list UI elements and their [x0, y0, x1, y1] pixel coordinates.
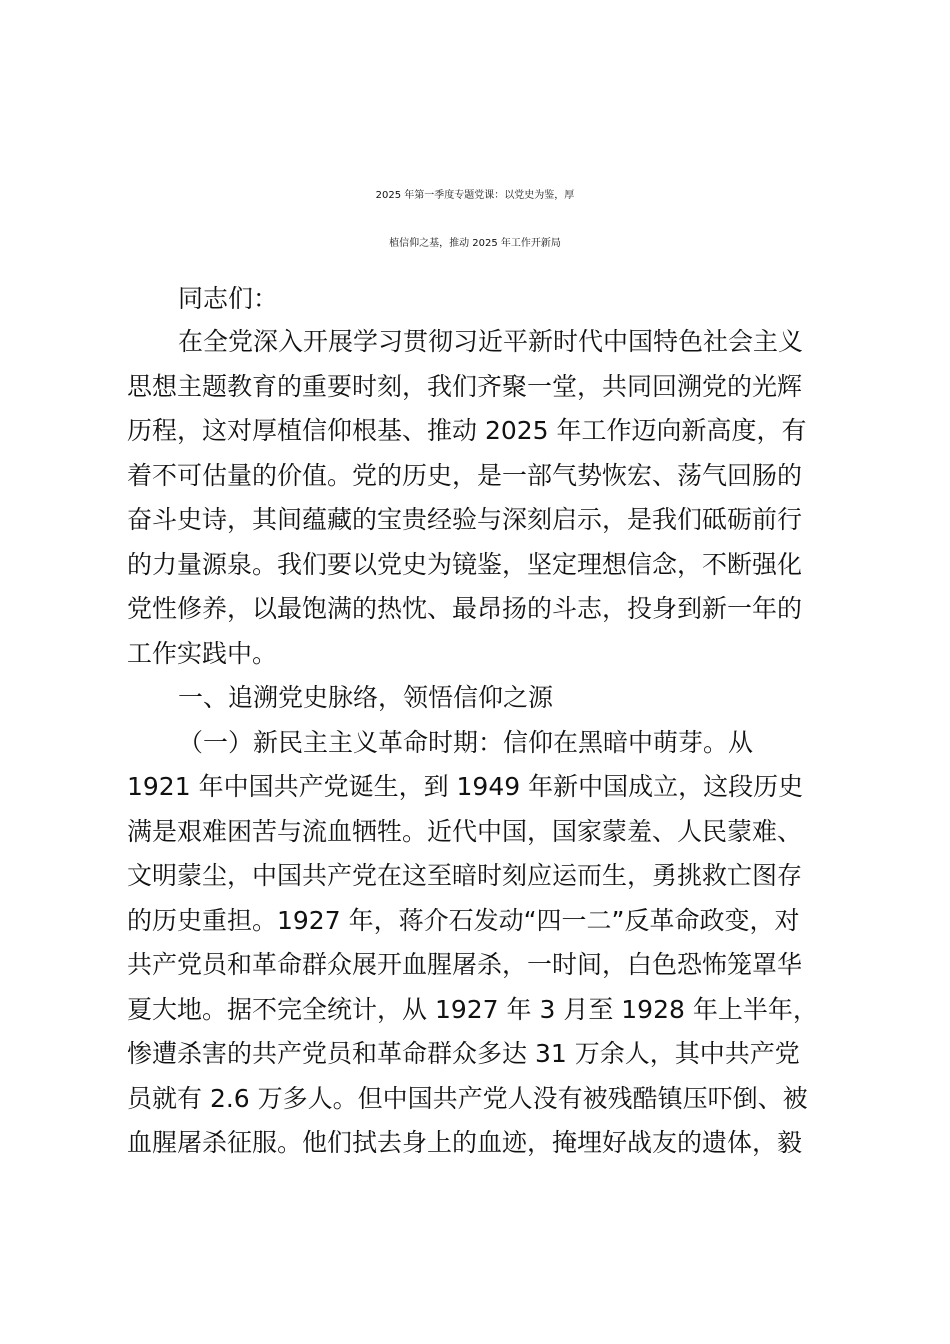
subsection-paragraph-line: 1921 年中国共产党诞生，到 1949 年新中国成立，这段历史 — [127, 772, 804, 801]
subsection-paragraph-line: 员就有 2.6 万多人。但中国共产党人没有被残酷镇压吓倒、被 — [127, 1084, 808, 1113]
document-title-line-2: 植信仰之基，推动 2025 年工作开新局 — [389, 238, 561, 249]
subsection-paragraph-line: （一）新民主主义革命时期：信仰在黑暗中萌芽。从 — [178, 728, 754, 757]
document-title-line-1: 2025 年第一季度专题党课：以党史为鉴，厚 — [375, 190, 575, 201]
salutation: 同志们： — [178, 284, 279, 313]
intro-paragraph-line: 在全党深入开展学习贯彻习近平新时代中国特色社会主义 — [178, 327, 804, 356]
subsection-paragraph-line: 的历史重担。1927 年，蒋介石发动“四一二”反革命政变，对 — [127, 906, 800, 935]
intro-paragraph-line: 历程，这对厚植信仰根基、推动 2025 年工作迈向新高度，有 — [127, 416, 807, 445]
subsection-paragraph-line: 夏大地。据不完全统计，从 1927 年 3 月至 1928 年上半年， — [127, 995, 818, 1024]
intro-paragraph-line: 工作实践中。 — [127, 639, 278, 668]
intro-paragraph-line: 党性修养，以最饱满的热忱、最昂扬的斗志，投身到新一年的 — [127, 594, 803, 623]
subsection-paragraph-line: 文明蒙尘，中国共产党在这至暗时刻应运而生，勇挑救亡图存 — [127, 861, 803, 890]
subsection-paragraph-line: 血腥屠杀征服。他们拭去身上的血迹，掩埋好战友的遗体，毅 — [127, 1128, 803, 1157]
section-heading: 一、追溯党史脉络，领悟信仰之源 — [178, 683, 554, 712]
intro-paragraph-line: 思想主题教育的重要时刻，我们齐聚一堂，共同回溯党的光辉 — [127, 372, 803, 401]
subsection-paragraph-line: 惨遭杀害的共产党员和革命群众多达 31 万余人，其中共产党 — [127, 1039, 800, 1068]
intro-paragraph-line: 的力量源泉。我们要以党史为镜鉴，坚定理想信念，不断强化 — [127, 550, 803, 579]
intro-paragraph-line: 着不可估量的价值。党的历史，是一部气势恢宏、荡气回肠的 — [127, 461, 803, 490]
intro-paragraph-line: 奋斗史诗，其间蕴藏的宝贵经验与深刻启示，是我们砥砺前行 — [127, 505, 803, 534]
subsection-paragraph-line: 满是艰难困苦与流血牺牲。近代中国，国家蒙羞、人民蒙难、 — [127, 817, 803, 846]
subsection-paragraph-line: 共产党员和革命群众展开血腥屠杀，一时间，白色恐怖笼罩华 — [127, 950, 803, 979]
